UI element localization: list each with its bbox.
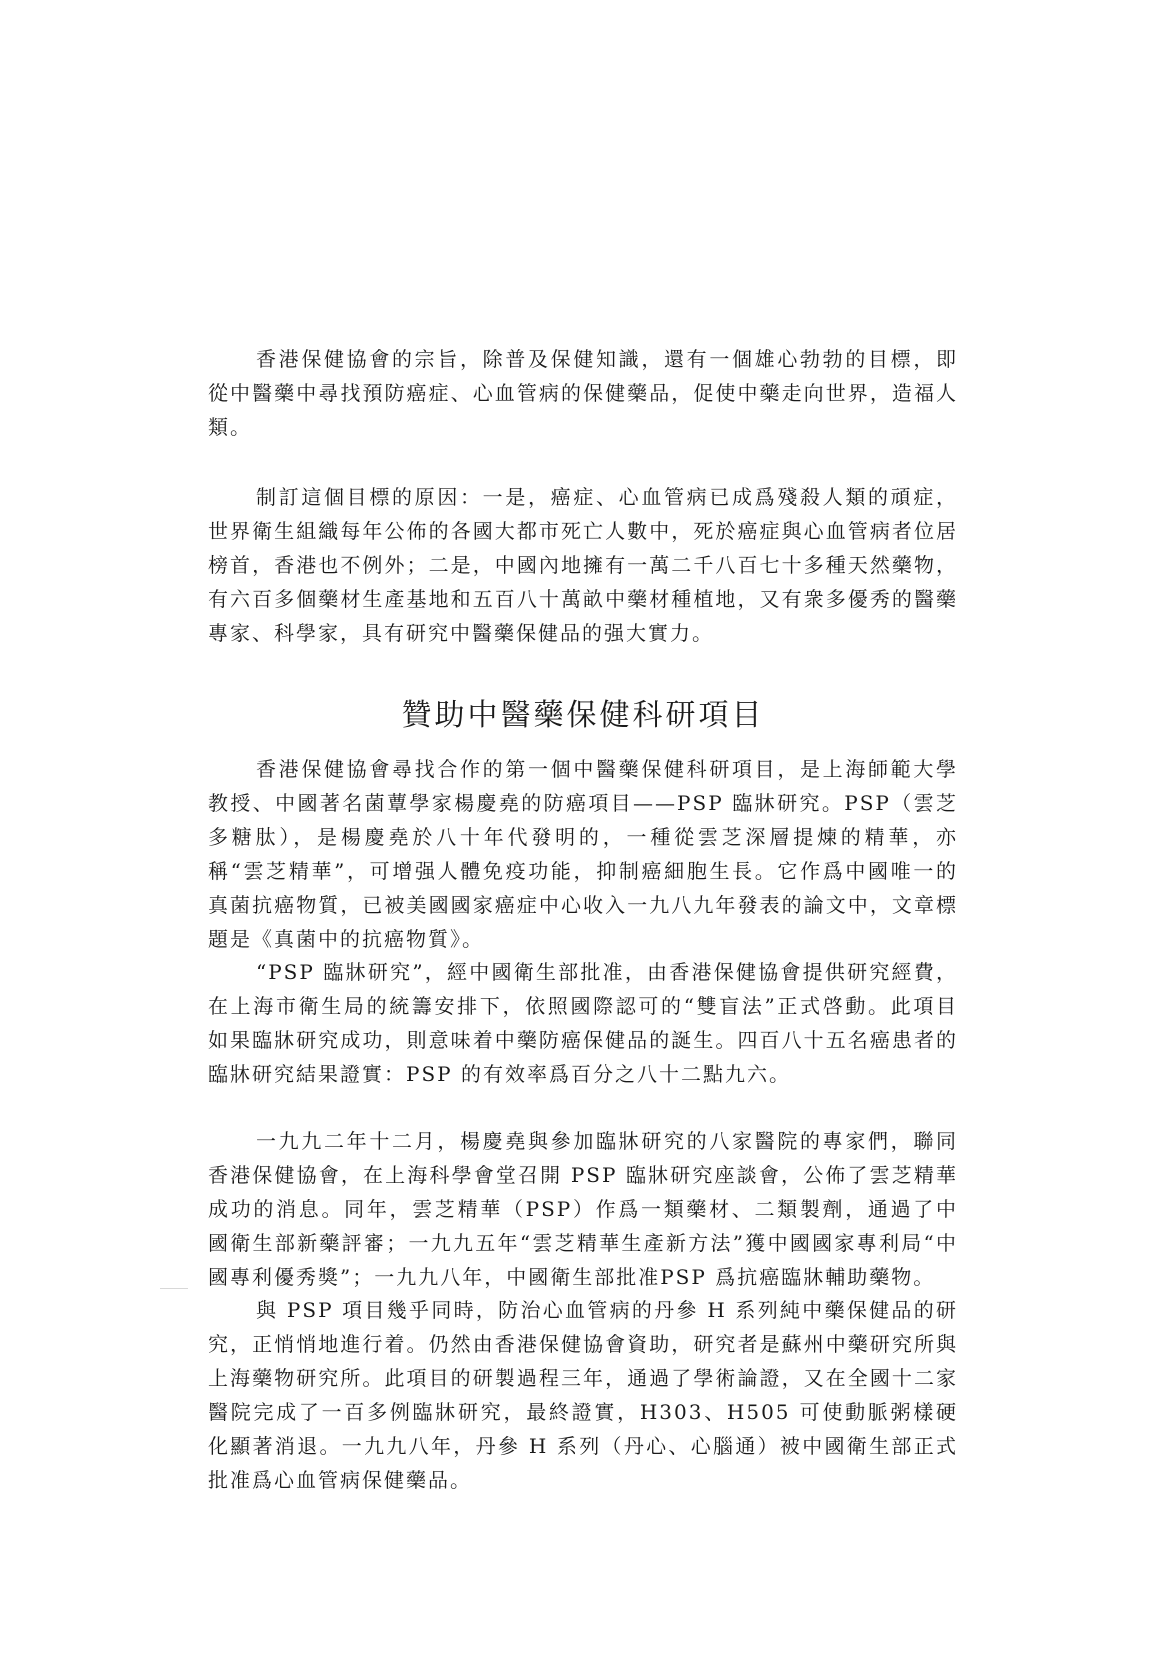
section-paragraph-1: 香港保健協會尋找合作的第一個中醫藥保健科研項目，是上海師範大學教授、中國著名菌蕈學家楊慶堯的防癌項目——PSP 臨牀研究。PSP（雲芝多糖肽），是楊慶堯於八十年代發明的，一種從雲芝深層提煉的精華，亦稱“雲芝精華”，可增强人體免疫功能，抑制癌細胞生長。它作爲中國唯一的真菌抗癌物質，已被美國國家癌症中心收入一九八九年發表的論文中，文章標題是《真菌中的抗癌物質》。 [208,757,958,951]
section-paragraph-3: 一九九二年十二月，楊慶堯與參加臨牀研究的八家醫院的專家們，聯同香港保健協會，在上海科學會堂召開 PSP 臨牀研究座談會，公佈了雲芝精華成功的消息。同年，雲芝精華（PSP）作爲一類藥材、二類製劑，通過了中國衛生部新藥評審；一九九五年“雲芝精華生產新方法”獲中國國家專利局“中國專利優秀獎”；一九九八年，中國衛生部批准PSP 爲抗癌臨牀輔助藥物。 [208,1129,958,1289]
intro-paragraph-2: 制訂這個目標的原因：一是，癌症、心血管病已成爲殘殺人類的頑症，世界衛生組織每年公佈的各國大都市死亡人數中，死於癌症與心血管病者位居榜首，香港也不例外；二是，中國內地擁有一萬二千八百七十多種天然藥物，有六百多個藥材生產基地和五百八十萬畝中藥材種植地，又有衆多優秀的醫藥專家、科學家，具有研究中醫藥保健品的强大實力。 [208,485,958,645]
section-paragraph-4: 與 PSP 項目幾乎同時，防治心血管病的丹參 H 系列純中藥保健品的研究，正悄悄地進行着。仍然由香港保健協會資助，研究者是蘇州中藥研究所與上海藥物研究所。此項目的研製過程三年，通過了學術論證，又在全國十二家醫院完成了一百多例臨牀研究，最終證實，H303、H505 可使動脈粥樣硬化顯著消退。一九九八年，丹參 H 系列（丹心、心腦通）被中國衛生部正式批准爲心血管病保健藥品。 [208,1298,958,1492]
scan-artifact-line [160,1288,188,1289]
intro-paragraph-1: 香港保健協會的宗旨，除普及保健知識，還有一個雄心勃勃的目標，即從中醫藥中尋找預防癌症、心血管病的保健藥品，促使中藥走向世界，造福人類。 [208,347,958,439]
section-heading: 贊助中醫藥保健科研項目 [401,698,765,733]
section-paragraph-2: “PSP 臨牀研究”，經中國衛生部批准，由香港保健協會提供研究經費，在上海市衛生局的統籌安排下，依照國際認可的“雙盲法”正式啓動。此項目如果臨牀研究成功，則意味着中藥防癌保健品的誕生。四百八十五名癌患者的臨牀研究結果證實：PSP 的有效率爲百分之八十二點九六。 [208,960,958,1086]
